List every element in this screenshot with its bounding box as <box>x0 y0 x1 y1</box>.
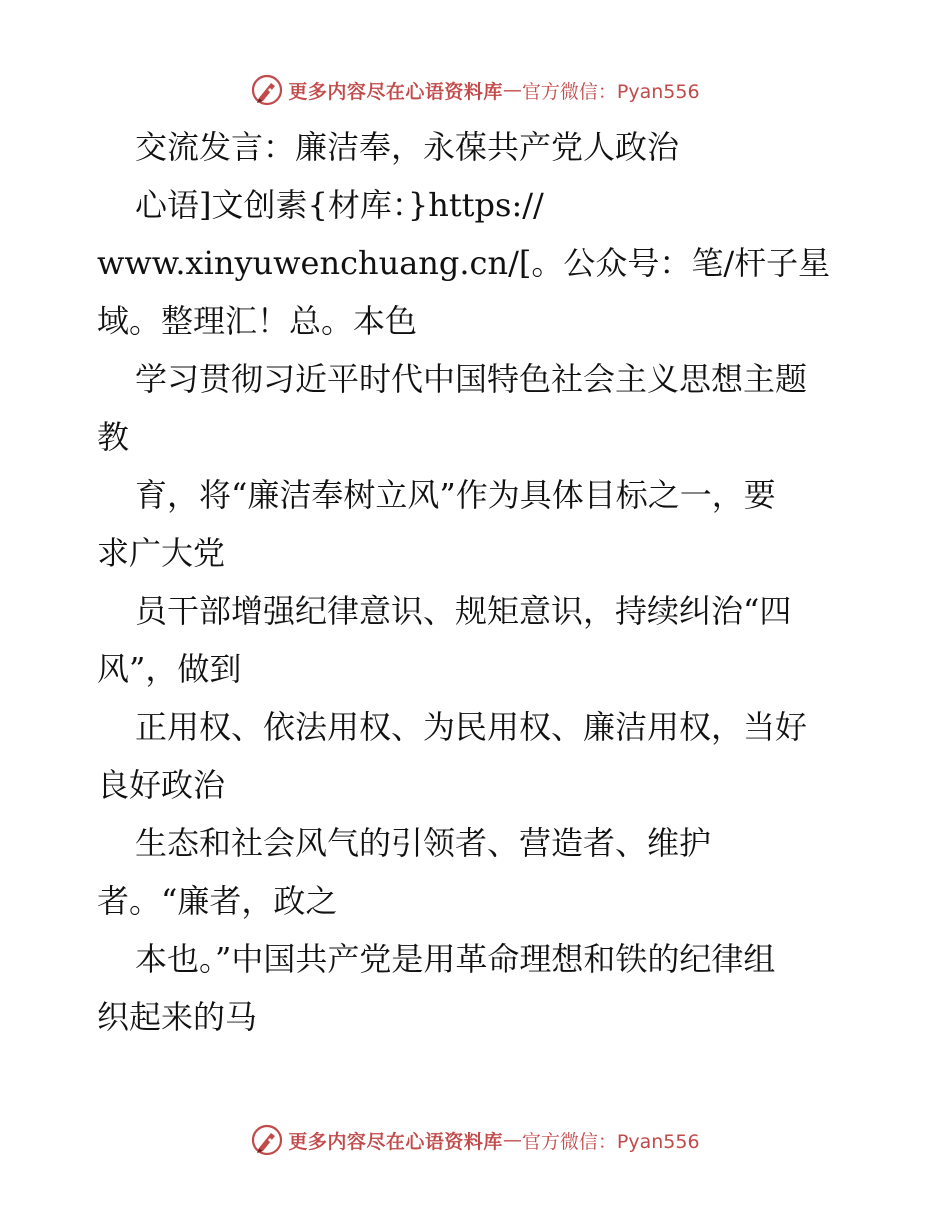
pen-logo-icon <box>250 1123 284 1157</box>
header-banner <box>0 70 950 110</box>
body-line: 域。整理汇！总。本色 <box>97 302 418 340</box>
pen-logo-icon <box>250 73 284 107</box>
banner-wechat: 官方微信：Pyan556 <box>521 80 700 103</box>
body-line: 正用权、依法用权、为民用权、廉洁用权，当好 <box>135 708 808 746</box>
body-line: www.xinyuwenchuang.cn/[。公众号：笔/杆子星 <box>97 244 831 282</box>
footer-banner <box>0 1120 950 1160</box>
body-line: 风”，做到 <box>97 650 242 688</box>
banner-text: 更多内容尽在心语资料库 <box>288 1130 503 1153</box>
banner-wechat: 官方微信：Pyan556 <box>521 1130 700 1153</box>
body-line: 育，将“廉洁奉树立风”作为具体目标之一，要 <box>135 476 776 514</box>
banner-separator: — <box>502 79 522 101</box>
body-line: 良好政治 <box>97 766 226 804</box>
body-line: 教 <box>97 418 130 456</box>
body-line: 生态和社会风气的引领者、营造者、维护 <box>135 824 712 862</box>
body-line: 织起来的马 <box>97 998 258 1036</box>
banner-separator: — <box>502 1129 522 1151</box>
body-line: 交流发言：廉洁奉，永葆共产党人政治 <box>135 128 680 166</box>
body-line: 求广大党 <box>97 534 226 572</box>
banner-text: 更多内容尽在心语资料库 <box>288 80 503 103</box>
body-line: 者。“廉者，政之 <box>97 882 338 920</box>
body-line: 心语]文创素{材库：}https:// <box>135 186 544 224</box>
body-line: 员干部增强纪律意识、规矩意识，持续纠治“四 <box>135 592 792 630</box>
body-line: 本也。”中国共产党是用革命理想和铁的纪律组 <box>135 940 776 978</box>
body-line: 学习贯彻习近平时代中国特色社会主义思想主题 <box>135 360 808 398</box>
